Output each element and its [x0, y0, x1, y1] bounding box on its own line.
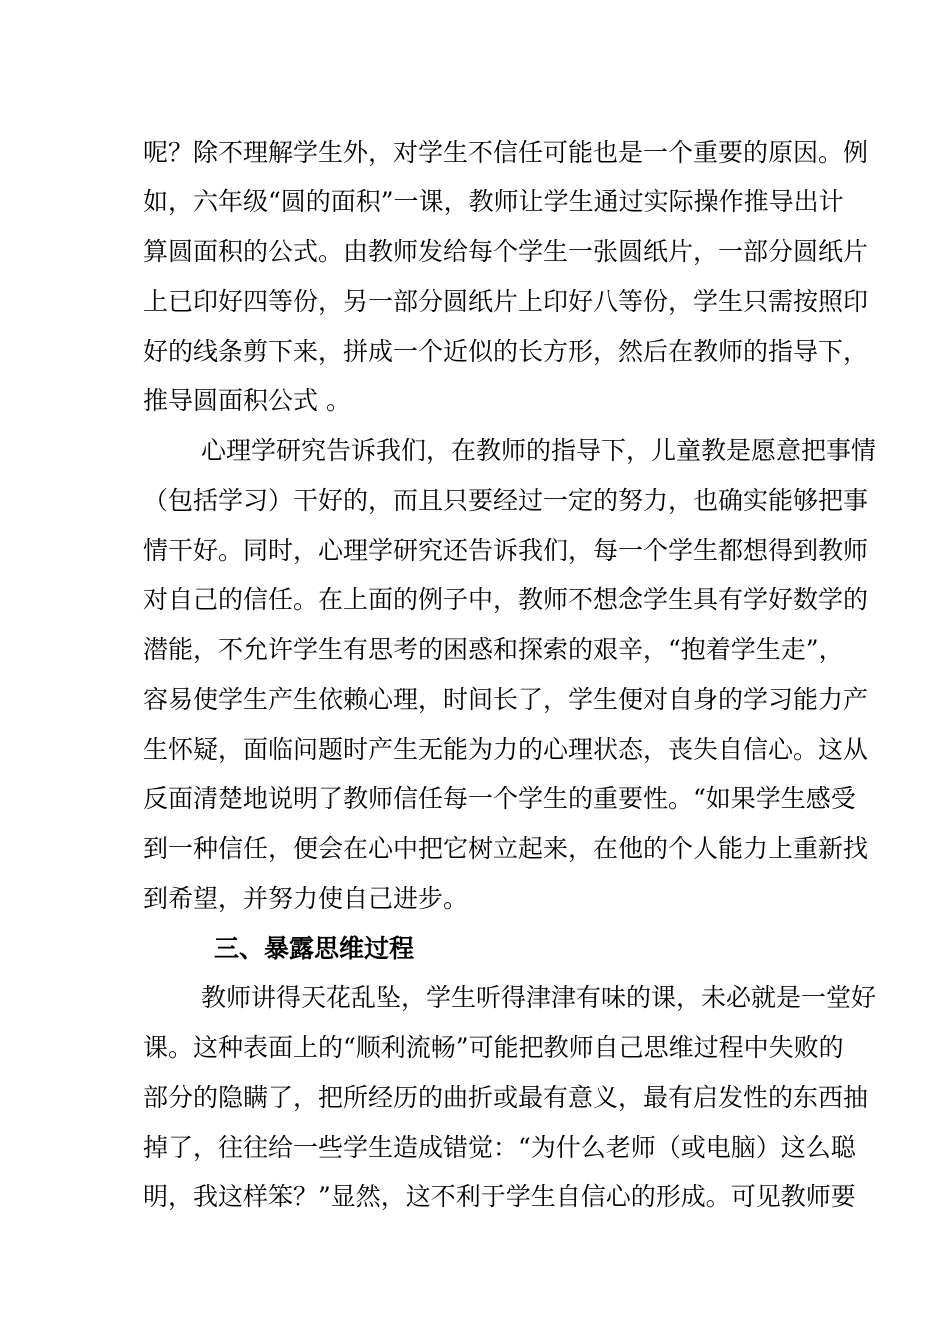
paragraph-3-line-2: 课。这种表面上的“顺利流畅”可能把教师自己思维过程中失败的 — [143, 1033, 844, 1062]
paragraph-2-line-8: 反面清楚地说明了教师信任每一个学生的重要性。“如果学生感受 — [143, 784, 856, 813]
paragraph-3-line-1: 教师讲得天花乱坠，学生听得津津有味的课，未必就是一堂好 — [201, 983, 877, 1012]
paragraph-2-line-5: 潜能，不允许学生有思考的困惑和探索的艰辛，“抱着学生走”， — [143, 635, 844, 664]
paragraph-1-line-3: 算圆面积的公式。由教师发给每个学生一张圆纸片，一部分圆纸片 — [143, 237, 869, 266]
paragraph-2-line-6: 容易使学生产生依赖心理，时间长了，学生便对自身的学习能力产 — [143, 685, 869, 714]
paragraph-2-line-10: 到希望，并努力使自己进步。 — [143, 884, 469, 913]
paragraph-1-line-5: 好的线条剪下来，拼成一个近似的长方形，然后在教师的指导下， — [143, 337, 869, 366]
paragraph-2-line-7: 生怀疑，面临问题时产生无能为力的心理状态，丧失自信心。这从 — [143, 735, 869, 764]
paragraph-1-line-2: 如，六年级“圆的面积”一课，教师让学生通过实际操作推导出计 — [143, 187, 844, 216]
paragraph-2-line-9: 到一种信任，便会在心中把它树立起来，在他的个人能力上重新找 — [143, 834, 869, 863]
paragraph-2-line-4: 对自己的信任。在上面的例子中，教师不想念学生具有学好数学的 — [143, 585, 869, 614]
paragraph-3-line-4: 掉了，往往给一些学生造成错觉：“为什么老师（或电脑）这么聪 — [143, 1133, 856, 1162]
section-heading: 三、暴露思维过程 — [214, 934, 415, 963]
paragraph-1-line-4: 上已印好四等份，另一部分圆纸片上印好八等份，学生只需按照印 — [143, 287, 869, 316]
paragraph-2-line-1: 心理学研究告诉我们，在教师的指导下，儿童教是愿意把事情 — [201, 436, 877, 465]
paragraph-2-line-2: （包括学习）干好的，而且只要经过一定的努力，也确实能够把事 — [143, 486, 869, 515]
paragraph-1-line-6: 推导圆面积公式 。 — [143, 386, 351, 415]
paragraph-3-line-5: 明，我这样笨？”显然，这不利于学生自信心的形成。可见教师要 — [143, 1182, 856, 1211]
paragraph-3-line-3: 部分的隐瞒了，把所经历的曲折或最有意义，最有启发性的东西抽 — [143, 1083, 869, 1112]
paragraph-2-line-3: 情干好。同时，心理学研究还告诉我们，每一个学生都想得到教师 — [143, 536, 869, 565]
paragraph-1-line-1: 呢？除不理解学生外，对学生不信任可能也是一个重要的原因。例 — [143, 138, 869, 167]
